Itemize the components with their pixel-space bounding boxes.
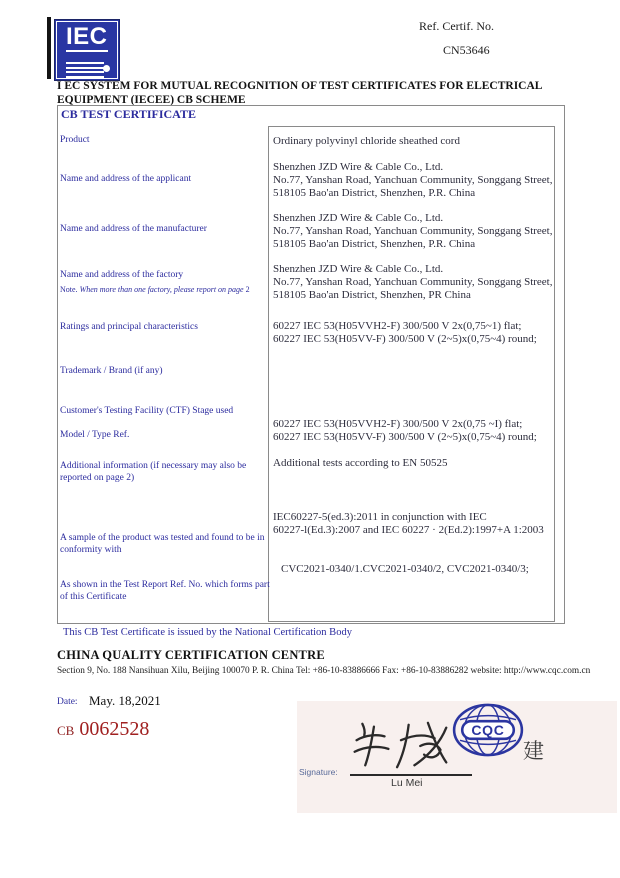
iec-logo-dot — [103, 65, 110, 72]
label-additional-information: Additional information (if necessary may also be reported on page 2) — [60, 461, 247, 483]
ref-certif-no-label: Ref. Certif. No. — [419, 19, 494, 33]
value-factory-line: Shenzhen JZD Wire & Cable Co., Ltd. — [273, 263, 444, 275]
iec-logo — [54, 19, 120, 81]
factory-note-text: When more than one factory, please report on page — [77, 285, 246, 294]
value-model-line: 60227 IEC 53(H05VV-F) 300/500 V (2~5)x(0,75~4) round; — [273, 431, 537, 443]
certification-body-name: CHINA QUALITY CERTIFICATION CENTRE — [57, 648, 325, 662]
signature-handwriting — [345, 718, 480, 773]
certificate-title: CB TEST CERTIFICATE — [61, 107, 196, 121]
scheme-title: I EC SYSTEM FOR MUTUAL RECOGNITION OF TEST CERTIFICATES FOR ELECTRICAL EQUIPMENT (IECEE) CB SCHEME — [57, 80, 542, 106]
iec-logo-line — [66, 76, 104, 78]
certification-body-address: Section 9, No. 188 Nansihuan Xilu, Beijing 100070 P. R. China Tel: +86-10-83886666 Fax: +86-10-83886282 website: http://www.cqc.com.cn — [57, 666, 591, 676]
iec-logo-line — [66, 71, 104, 73]
value-product: Ordinary polyvinyl chloride sheathed cord — [273, 135, 460, 147]
signature-label: Signature: — [299, 767, 338, 777]
label-applicant: Name and address of the applicant — [60, 174, 192, 184]
label-test-report-ref: As shown in the Test Report Ref. No. which forms part of this Certificate — [60, 580, 270, 602]
issued-by-statement: This CB Test Certificate is issued by the National Certification Body — [63, 627, 352, 638]
iec-logo-line — [66, 62, 104, 64]
ref-certif-number: CN53646 — [443, 43, 490, 57]
iec-logo-lines — [66, 62, 104, 80]
value-conformity-line: IEC60227-5(ed.3):2011 in conjunction with IEC — [273, 511, 487, 523]
value-applicant-line: No.77, Yanshan Road, Yanchuan Community, Songgang Street, — [273, 174, 553, 186]
iec-logo-line — [66, 67, 104, 69]
label-conformity: A sample of the product was tested and found to be in conformity with — [60, 533, 265, 555]
value-manufacturer-line: Shenzhen JZD Wire & Cable Co., Ltd. — [273, 212, 444, 224]
cb-prefix: CB — [57, 723, 75, 738]
signature-line — [350, 774, 472, 776]
factory-note — [60, 285, 250, 294]
certificate-values-box — [268, 126, 555, 622]
cqc-logo-text: CQC — [471, 722, 505, 739]
value-ratings-line: 60227 IEC 53(H05VV-F) 300/500 V (2~5)x(0,75~4) round; — [273, 333, 537, 345]
iec-logo-text: IEC — [66, 23, 108, 50]
value-additional-information: Additional tests according to EN 50525 — [273, 457, 448, 469]
signatory-name: Lu Mei — [391, 777, 423, 789]
cb-certificate-number — [57, 718, 149, 741]
label-trademark: Trademark / Brand (if any) — [60, 366, 163, 376]
value-test-report-refs: CVC2021-0340/1.CVC2021-0340/2, CVC2021-0340/3; — [281, 563, 529, 575]
label-model-type-ref: Model / Type Ref. — [60, 430, 130, 440]
value-manufacturer-line: No.77, Yanshan Road, Yanchuan Community, Songgang Street, — [273, 225, 553, 237]
value-factory-line: No.77, Yanshan Road, Yanchuan Community, Songgang Street, — [273, 276, 553, 288]
factory-note-prefix: Note. — [60, 285, 78, 294]
date-label: Date: — [57, 697, 78, 707]
iec-logo-spine — [47, 17, 51, 79]
factory-note-suffix: 2 — [245, 285, 250, 294]
value-factory-line: 518105 Bao'an District, Shenzhen, PR China — [273, 289, 471, 301]
label-manufacturer: Name and address of the manufacturer — [60, 224, 207, 234]
value-model-line: 60227 IEC 53(H05VVH2-F) 300/500 V 2x(0,75 ~I) flat; — [273, 418, 523, 430]
value-ratings-line: 60227 IEC 53(H05VVH2-F) 300/500 V 2x(0,75~1) flat; — [273, 320, 522, 332]
label-ratings: Ratings and principal characteristics — [60, 322, 198, 332]
label-product: Product — [60, 135, 90, 145]
value-conformity-line: 60227-l(Ed.3):2007 and IEC 60227 · 2(Ed.2):1997+A 1:2003 — [273, 524, 544, 536]
iec-logo-frame — [56, 21, 118, 79]
label-ctf-stage: Customer's Testing Facility (CTF) Stage used — [60, 406, 234, 416]
cb-number: 0062528 — [79, 718, 150, 740]
label-factory: Name and address of the factory — [60, 270, 184, 280]
value-applicant-line: 518105 Bao'an District, Shenzhen, P.R. China — [273, 187, 476, 199]
value-applicant-line: Shenzhen JZD Wire & Cable Co., Ltd. — [273, 161, 444, 173]
date-value: May. 18,2021 — [89, 693, 161, 708]
value-manufacturer-line: 518105 Bao'an District, Shenzhen, P.R. China — [273, 238, 476, 250]
stamp-character-jian: 建 — [523, 739, 544, 763]
